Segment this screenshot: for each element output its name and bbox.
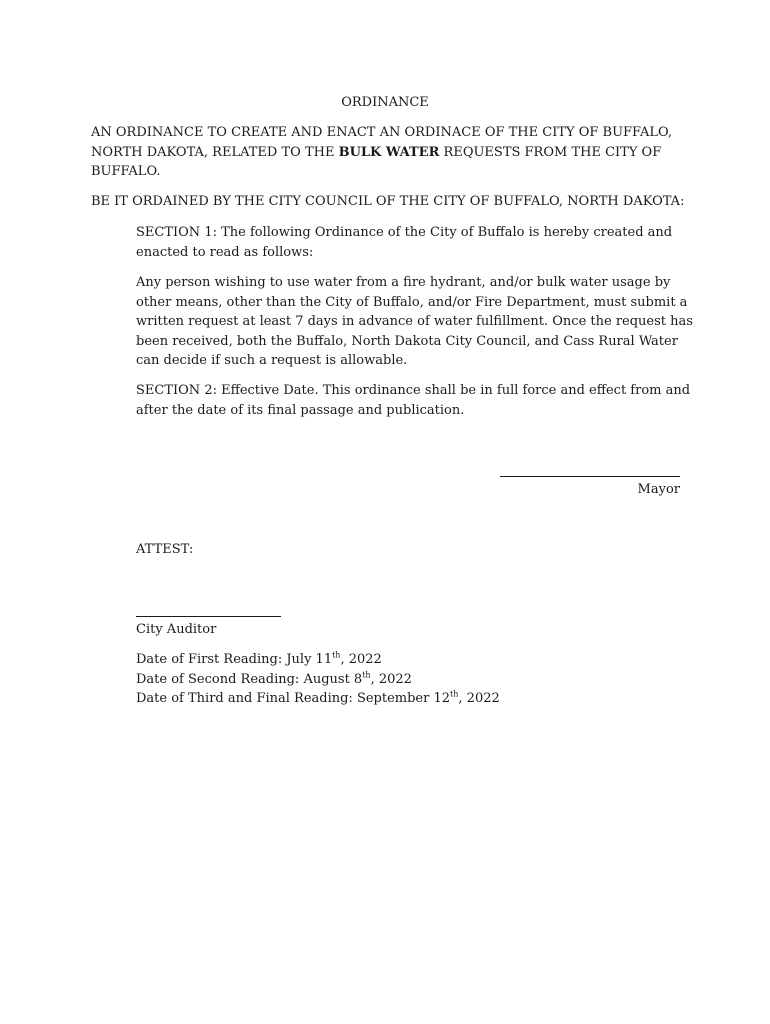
second-reading-text: Date of Second Reading: August 8 [136,671,363,687]
final-reading-text: Date of Third and Final Reading: September 12 [136,691,451,706]
second-reading-date [136,670,696,690]
first-reading-date [136,650,696,670]
city-auditor-label: City Auditor [136,622,217,637]
second-reading-ordinal: th [362,670,371,680]
section-1: SECTION 1: The following Ordinance of the City of Buffalo is hereby created and enacted to read as follows: [136,225,673,260]
auditor-signature-line [136,616,281,617]
reading-dates [136,650,696,709]
document-title: ORDINANCE [341,95,429,110]
preamble-bold-text: BULK WATER [338,144,440,160]
preamble [91,123,691,182]
final-reading-ordinal: th [450,689,459,699]
first-reading-ordinal: th [332,650,341,660]
final-reading-year: , 2022 [458,691,500,706]
ordained-clause: BE IT ORDAINED BY THE CITY COUNCIL OF THE CITY OF BUFFALO, NORTH DAKOTA: [91,194,685,209]
preamble-text-2: REQUESTS FROM THE CITY OF BUFFALO. [91,144,662,179]
second-reading-year: , 2022 [370,671,412,687]
mayor-label: Mayor [637,482,680,497]
section-2: SECTION 2: Effective Date. This ordinance shall be in full force and effect from and after the date of its final passage and publication. [136,383,691,418]
ordinance-body: Any person wishing to use water from a fire hydrant, and/or bulk water usage by other means, other than the City of Buffalo, and/or Fire Department, must submit a written request at least 7 days in advance of water fulfillment. Once the request has been received, both the Buffalo, North Dakota City Council, and Cass Rural Water can decide if such a request is allowable. [136,275,693,368]
preamble-text-1: AN ORDINANCE TO CREATE AND ENACT AN ORDINACE OF THE CITY OF BUFFALO, NORTH DAKOTA, RELATED TO THE [91,125,673,160]
first-reading-text: Date of First Reading: July 11 [136,652,333,667]
attest-label: ATTEST: [136,542,194,557]
final-reading-date [136,689,696,709]
first-reading-year: , 2022 [340,652,382,667]
mayor-signature-line [500,476,680,477]
